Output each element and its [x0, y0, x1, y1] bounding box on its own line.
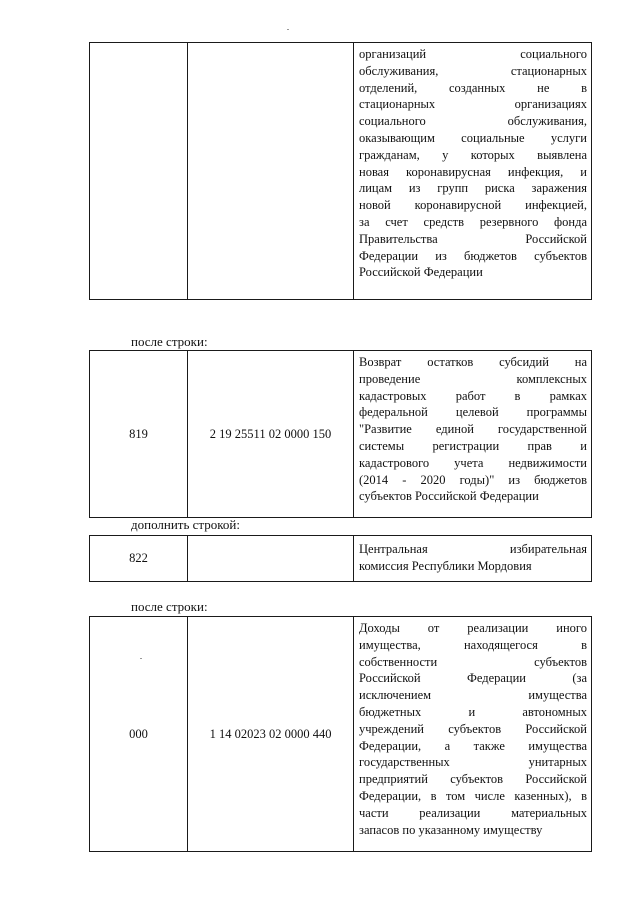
description-line: стационарных организациях: [359, 97, 587, 112]
description-line: Центральная избирательная: [359, 542, 587, 556]
description-line: новой коронавирусной инфекцией,: [359, 198, 587, 213]
description-line: отделений, созданных не в: [359, 80, 587, 95]
scan-mark: [287, 29, 289, 30]
table-3: [89, 535, 592, 582]
after-row-label: после строки:: [131, 599, 208, 614]
description-line: организаций социального: [359, 47, 587, 61]
table-row: [90, 617, 592, 852]
description-line: новая коронавирусная инфекция, и: [359, 164, 587, 179]
description-line: государственных унитарных: [359, 755, 587, 770]
row-code-cell: 000: [90, 617, 188, 852]
row-kbk-cell: 2 19 25511 02 0000 150: [188, 351, 354, 518]
row-code-cell: 819: [90, 351, 188, 518]
row-kbk-cell: 1 14 02023 02 0000 440: [188, 617, 354, 852]
description-line: кадастрового учета недвижимости: [359, 455, 587, 470]
description-line: Правительства Российской: [359, 231, 587, 246]
row-description: [354, 43, 591, 284]
row-description-cell: [354, 351, 592, 518]
table-row: [90, 43, 592, 300]
description-line: учреждений субъектов Российской: [359, 721, 587, 736]
description-line: федеральной целевой программы: [359, 405, 587, 420]
row-description-cell: [354, 617, 592, 852]
row-description-cell: [354, 536, 592, 582]
description-line: за счет средств резервного фонда: [359, 214, 587, 229]
after-row-label: после строки:: [131, 334, 208, 349]
table-row: [90, 351, 592, 518]
row-code-cell: [90, 43, 188, 300]
description-line: Возврат остатков субсидий на: [359, 355, 587, 369]
description-line: собственности субъектов: [359, 654, 587, 669]
description-line: Федерации, а также имущества: [359, 738, 587, 753]
description-line: Российской Федерации (за: [359, 671, 587, 686]
table-row: [90, 536, 592, 582]
row-description: [354, 351, 591, 508]
table-4: [89, 616, 592, 852]
row-kbk-cell: [188, 43, 354, 300]
description-line: Федерации из бюджетов субъектов: [359, 248, 587, 263]
description-line: кадастровых работ в рамках: [359, 388, 587, 403]
description-line: системы регистрации прав и: [359, 438, 587, 453]
table-1: [89, 42, 592, 300]
description-line: оказывающим социальные услуги: [359, 130, 587, 145]
row-kbk-cell: [188, 536, 354, 582]
row-description: [354, 617, 591, 841]
description-line: Федерации, в том числе казенных), в: [359, 788, 587, 803]
description-line: Доходы от реализации иного: [359, 621, 587, 635]
description-line: (2014 - 2020 годы)" из бюджетов: [359, 472, 587, 487]
description-line: социального обслуживания,: [359, 114, 587, 129]
description-line: Российской Федерации: [359, 265, 483, 280]
description-line: гражданам, у которых выявлена: [359, 147, 587, 162]
description-line: субъектов Российской Федерации: [359, 489, 539, 504]
description-line: комиссия Республики Мордовия: [359, 558, 532, 573]
description-line: "Развитие единой государственной: [359, 422, 587, 437]
description-line: обслуживания, стационарных: [359, 63, 587, 78]
description-line: лицам из групп риска заражения: [359, 181, 587, 196]
row-description: [354, 536, 591, 578]
description-line: запасов по указанному имуществу: [359, 822, 543, 837]
row-code-cell: 822: [90, 536, 188, 582]
description-line: имущества, находящегося в: [359, 637, 587, 652]
description-line: предприятий субъектов Российской: [359, 772, 587, 787]
description-line: проведение комплексных: [359, 371, 587, 386]
description-line: части реализации материальных: [359, 805, 587, 820]
add-row-label: дополнить строкой:: [131, 517, 240, 532]
description-line: бюджетных и автономных: [359, 704, 587, 719]
table-2: [89, 350, 592, 518]
description-line: исключением имущества: [359, 688, 587, 703]
row-description-cell: [354, 43, 592, 300]
